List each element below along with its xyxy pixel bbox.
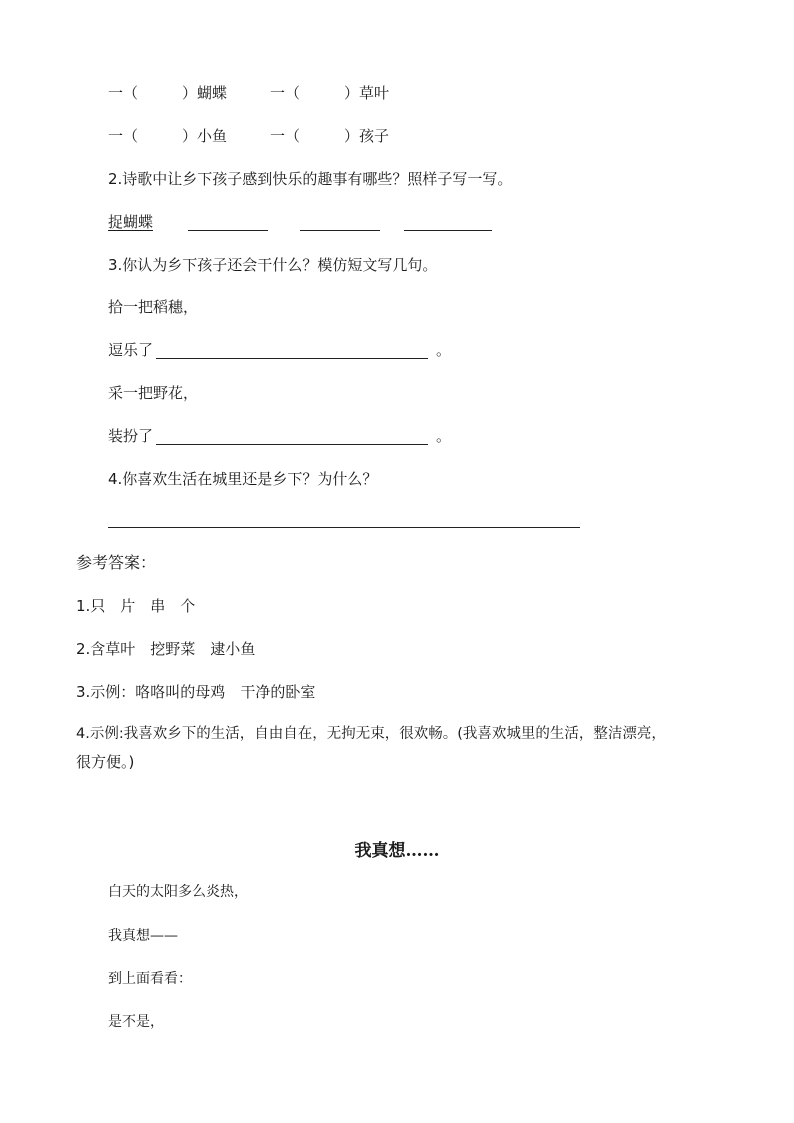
question2-blank-2[interactable] xyxy=(300,216,380,231)
question3-line3: 采一把野花， xyxy=(108,384,199,402)
exercise1-row2 xyxy=(108,126,227,146)
answer-4-line2: 很方便。) xyxy=(76,753,135,771)
blank-item-child-prefix: 一（ xyxy=(270,127,301,145)
poem-title: 我真想…… xyxy=(354,841,440,861)
blank-item-grass-suffix: ）草叶 xyxy=(344,84,390,102)
blank-item-fish-prefix: 一（ xyxy=(108,127,139,145)
answer-1: 1.只 片 串 个 xyxy=(76,597,196,615)
blank-item-fish-suffix: ）小鱼 xyxy=(182,127,228,145)
question2-answer-row xyxy=(108,212,153,232)
question3-line4-prefix: 装扮了 xyxy=(108,427,154,445)
poem-line-3: 到上面看看： xyxy=(108,971,192,987)
answer-3: 3.示例：咯咯叫的母鸡 干净的卧室 xyxy=(76,683,316,701)
question3-text: 3.你认为乡下孩子还会干什么？模仿短文写几句。 xyxy=(108,256,438,274)
poem-line-1: 白天的太阳多么炎热， xyxy=(108,884,248,900)
question2-example: 捉蝴蝶 xyxy=(108,213,154,231)
answers-header: 参考答案： xyxy=(76,553,157,572)
question3-line4-suffix: 。 xyxy=(436,427,452,445)
question4-text: 4.你喜欢生活在城里还是乡下？为什么？ xyxy=(108,470,378,488)
blank-item-child-suffix: ）孩子 xyxy=(344,127,390,145)
question2-blank-1[interactable] xyxy=(188,216,268,231)
question4-blank[interactable] xyxy=(108,513,580,528)
poem-line-4: 是不是， xyxy=(108,1014,164,1030)
question3-line1: 拾一把稻穗， xyxy=(108,298,199,316)
question3-line2-prefix: 逗乐了 xyxy=(108,341,154,359)
answer-2: 2.含草叶 挖野菜 逮小鱼 xyxy=(76,640,256,658)
exercise1-row2-b xyxy=(270,126,389,146)
question3-line2 xyxy=(108,340,153,360)
question3-blank-1[interactable] xyxy=(156,344,428,359)
question3-line4 xyxy=(108,426,153,446)
question2-text: 2.诗歌中让乡下孩子感到快乐的趣事有哪些？照样子写一写。 xyxy=(108,170,513,188)
blank-item-butterfly-prefix: 一（ xyxy=(108,84,139,102)
question3-blank-2[interactable] xyxy=(156,430,428,445)
question2-blank-3[interactable] xyxy=(404,216,492,231)
blank-item-butterfly-suffix: ）蝴蝶 xyxy=(182,84,228,102)
blank-item-grass-prefix: 一（ xyxy=(270,84,301,102)
question3-line2-suffix: 。 xyxy=(436,341,452,359)
poem-line-2: 我真想—— xyxy=(108,928,178,944)
exercise1-row1 xyxy=(108,83,227,103)
answer-4-line1: 4.示例:我喜欢乡下的生活，自由自在，无拘无束，很欢畅。(我喜欢城里的生活，整洁漂亮， xyxy=(76,726,666,742)
exercise1-row1-b xyxy=(270,83,389,103)
